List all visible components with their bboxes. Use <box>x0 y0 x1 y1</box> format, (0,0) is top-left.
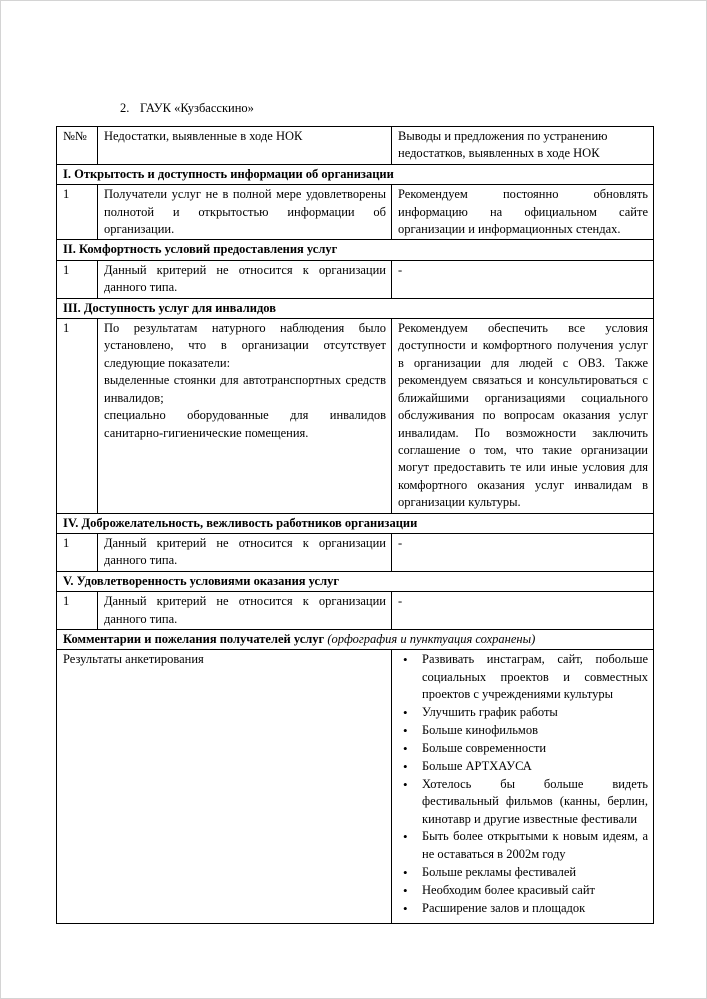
survey-label: Результаты анкетирования <box>57 650 392 924</box>
row-number: 1 <box>57 185 98 240</box>
comments-title: Комментарии и пожелания получателей услуг (орфография и пунктуация сохранены) <box>57 629 654 649</box>
comments-row <box>57 650 654 924</box>
proposal-cell: Рекомендуем постоянно обновлять информацию на официальном сайте организации и информационных стендах. <box>392 185 654 240</box>
deficiency-cell: Получатели услуг не в полной мере удовлетворены полнотой и открытостью информации об организации. <box>98 185 392 240</box>
list-item: • Необходим более красивый сайт <box>398 882 648 899</box>
section-title: IV. Доброжелательность, вежливость работников организации <box>57 513 654 533</box>
comments-note: (орфография и пунктуация сохранены) <box>327 631 536 646</box>
comments-list <box>398 651 648 917</box>
section-row <box>57 629 654 649</box>
section-title: II. Комфортность условий предоставления услуг <box>57 240 654 260</box>
deficiency-line: специально оборудованные для инвалидов санитарно-гигиенические помещения. <box>104 408 386 440</box>
header-num: №№ <box>57 127 98 165</box>
header-deficiencies: Недостатки, выявленные в ходе НОК <box>98 127 392 165</box>
proposal-cell: - <box>392 260 654 298</box>
deficiency-line: По результатам натурного наблюдения было установлено, что в организации отсутствует следующие показатели: <box>104 321 386 370</box>
comments-cell <box>392 650 654 924</box>
deficiency-cell: Данный критерий не относится к организации данного типа. <box>98 533 392 571</box>
table-row <box>57 533 654 571</box>
list-item: • Улучшить график работы <box>398 704 648 721</box>
deficiency-line: выделенные стоянки для автотранспортных средств инвалидов; <box>104 373 386 405</box>
list-item: • Быть более открытыми к новым идеям, а не оставаться в 2002м году <box>398 828 648 863</box>
row-number: 1 <box>57 260 98 298</box>
list-item: • Хотелось бы больше видеть фестивальный фильмов (канны, берлин, кинотавр и другие известные фестивали <box>398 776 648 828</box>
section-title: III. Доступность услуг для инвалидов <box>57 298 654 318</box>
header-proposals: Выводы и предложения по устранению недостатков, выявленных в ходе НОК <box>392 127 654 165</box>
proposal-cell: - <box>392 533 654 571</box>
table-row <box>57 319 654 513</box>
deficiency-cell <box>98 319 392 513</box>
header-row <box>57 127 654 165</box>
row-number: 1 <box>57 592 98 630</box>
proposal-cell: Рекомендуем обеспечить все условия доступности и комфортного получения услуг в организации для людей с ОВЗ. Также рекомендуем связаться и консультироваться с ближайшими организациями социального обслуживания по вопросам оказания услуг инвалидам. По возможности заключить соглашение о том, что такие организации могут предоставить те или иные условия для комфортного оказания услуг инвалидам в организации культуры. <box>392 319 654 513</box>
section-row <box>57 240 654 260</box>
row-number: 1 <box>57 319 98 513</box>
proposal-cell: - <box>392 592 654 630</box>
table-row <box>57 260 654 298</box>
deficiency-cell: Данный критерий не относится к организации данного типа. <box>98 592 392 630</box>
list-item: • Больше рекламы фестивалей <box>398 864 648 881</box>
table-row <box>57 592 654 630</box>
section-row <box>57 513 654 533</box>
section-title: V. Удовлетворенность условиями оказания услуг <box>57 571 654 591</box>
org-heading <box>120 100 254 116</box>
list-item: • Больше современности <box>398 740 648 757</box>
section-title: I. Открытость и доступность информации об организации <box>57 164 654 184</box>
list-item: • Больше кинофильмов <box>398 722 648 739</box>
heading-number: 2. <box>120 101 130 115</box>
deficiency-cell: Данный критерий не относится к организации данного типа. <box>98 260 392 298</box>
section-row <box>57 164 654 184</box>
row-number: 1 <box>57 533 98 571</box>
list-item: • Больше АРТХАУСА <box>398 758 648 775</box>
list-item: • Расширение залов и площадок <box>398 900 648 917</box>
section-row <box>57 571 654 591</box>
table-row <box>57 185 654 240</box>
heading-title: ГАУК «Кузбасскино» <box>140 101 254 115</box>
section-row <box>57 298 654 318</box>
list-item: • Развивать инстаграм, сайт, побольше социальных проектов и совместных проектов с учреждениями культуры <box>398 651 648 703</box>
results-table <box>56 126 654 924</box>
